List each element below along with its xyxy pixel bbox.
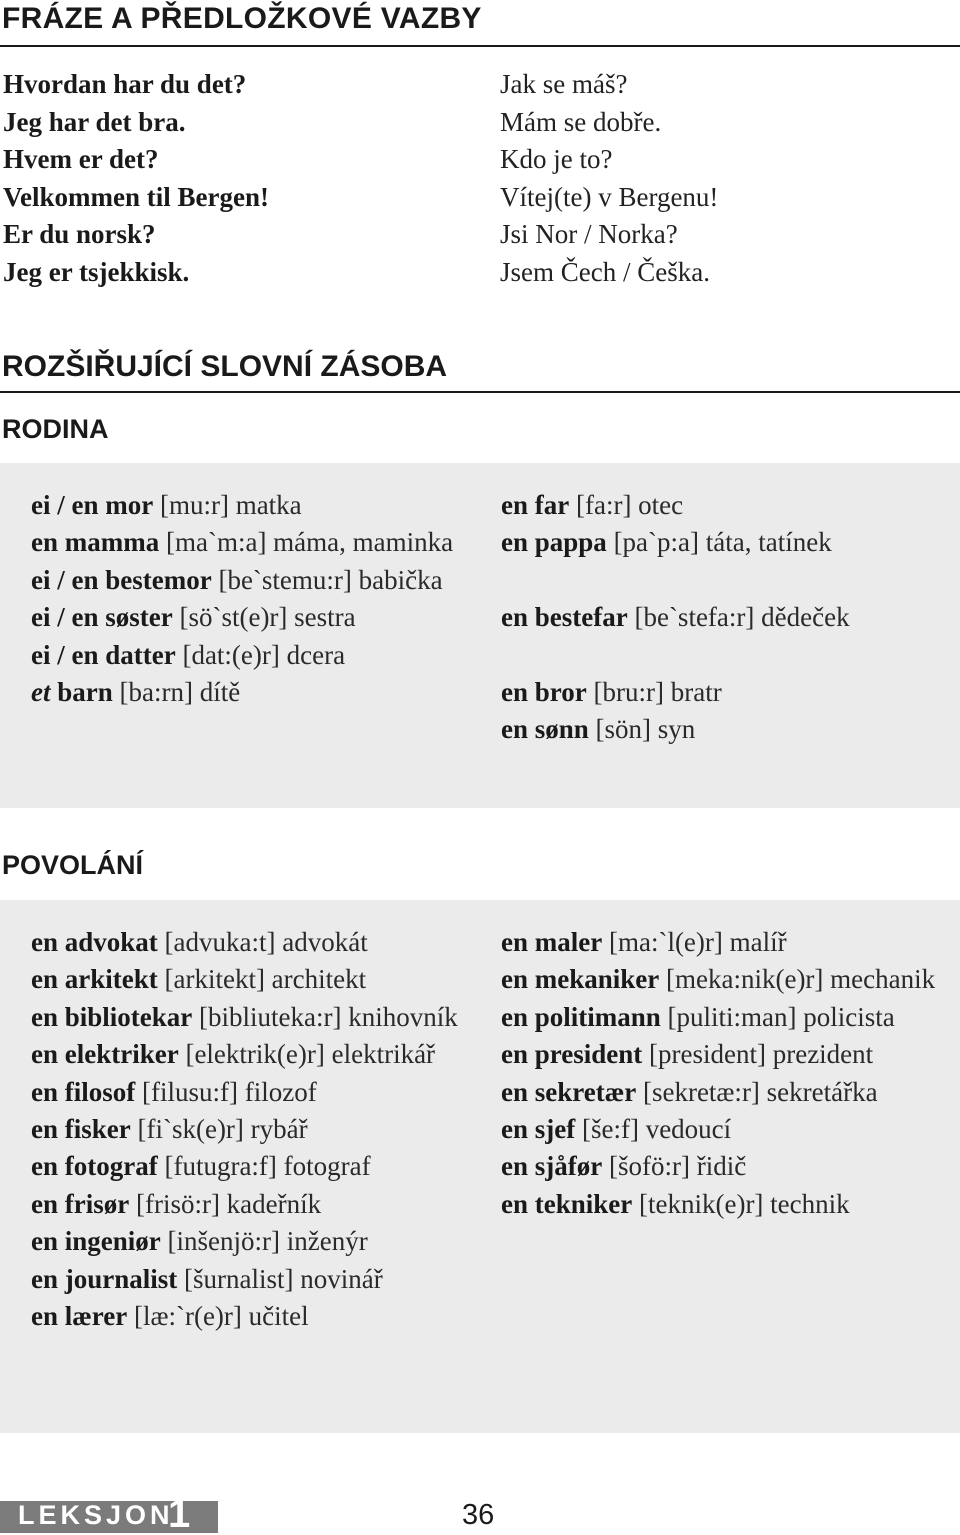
vocab-word: en arkitekt [31, 964, 158, 995]
vocab-entry [31, 1111, 471, 1148]
vocab-entry [31, 961, 471, 998]
vocab-article: et [31, 677, 51, 708]
section-divider [0, 391, 960, 393]
vocab-entry [501, 961, 941, 998]
vocab-word: en president [501, 1039, 643, 1070]
vocab-word: en maler [501, 927, 603, 957]
vocab-translation: [fi`sk(e)r] rybář [130, 1114, 308, 1145]
vocabulary-section-title: ROZŠIŘUJÍCÍ SLOVNÍ ZÁSOBA [2, 350, 448, 383]
vocab-word: en mekaniker [501, 964, 660, 995]
vocab-translation: [be`stemu:r] babička [211, 564, 443, 595]
vocab-translation: [ma`m:a] máma, maminka [159, 527, 454, 558]
vocab-translation: [meka:nik(e)r] mechanik [659, 964, 936, 995]
vocab-entry [501, 674, 941, 711]
vocab-translation: [arkitekt] architekt [157, 964, 367, 995]
phrase-czech: Vítej(te) v Bergenu! [500, 181, 719, 212]
vocab-word: en advokat [31, 927, 158, 957]
vocab-translation: [še:f] vedoucí [575, 1114, 732, 1145]
vocab-entry [501, 1036, 941, 1073]
phrase-norwegian: Velkommen til Bergen! [3, 181, 269, 212]
vocab-word: en sekretær [501, 1076, 637, 1107]
vocab-word: en elektriker [31, 1039, 179, 1070]
vocab-word: en tekniker [501, 1188, 633, 1219]
povolani-right-column [501, 924, 941, 1223]
phrases-czech-column [500, 66, 718, 291]
lesson-number: 1 [168, 1492, 191, 1535]
vocab-translation: [ba:rn] dítě [112, 677, 241, 708]
vocab-translation: [ma:`l(e)r] malíř [602, 927, 787, 957]
vocab-entry [501, 599, 941, 636]
vocab-entry [501, 524, 941, 561]
rodina-heading: RODINA [2, 414, 109, 444]
vocab-translation: [sö`st(e)r] sestra [172, 602, 356, 633]
vocab-word: en sjåfør [501, 1151, 603, 1182]
vocab-word: en bibliotekar [31, 1001, 193, 1032]
vocab-word: en bestefar [501, 602, 628, 633]
vocab-translation: [teknik(e)r] technik [632, 1188, 850, 1219]
phrase-czech: Mám se dobře. [500, 106, 662, 137]
phrase-norwegian: Hvordan har du det? [3, 69, 247, 99]
vocab-word: en sønn [501, 714, 589, 745]
vocab-translation: [advuka:t] advokát [157, 927, 368, 957]
vocab-translation: [dat:(e)r] dcera [175, 639, 346, 670]
vocab-word: en politimann [501, 1001, 661, 1032]
vocab-translation: [sekretæ:r] sekretářka [636, 1076, 878, 1107]
vocab-entry [31, 1186, 471, 1223]
rodina-left-column [31, 487, 471, 711]
rodina-right-column [501, 487, 941, 749]
vocab-translation: [bibliuteka:r] knihovník [192, 1001, 458, 1032]
vocab-entry [501, 999, 941, 1036]
phrases-norwegian-column [3, 66, 269, 291]
vocab-translation: [futugra:f] fotograf [157, 1151, 371, 1182]
vocab-word: en pappa [501, 527, 607, 558]
vocab-translation: [inšenjö:r] inženýr [160, 1226, 368, 1257]
vocab-translation: [sön] syn [588, 714, 696, 745]
vocab-entry [31, 637, 471, 674]
vocab-translation: [president] prezident [642, 1039, 874, 1070]
vocab-entry [501, 487, 941, 524]
vocab-entry [31, 524, 471, 561]
page-number: 36 [462, 1499, 495, 1531]
vocab-entry [31, 487, 471, 524]
vocab-entry [31, 1074, 471, 1111]
phrase-norwegian: Er du norsk? [3, 219, 156, 249]
vocab-entry [31, 924, 471, 961]
vocab-translation: [pa`p:a] táta, tatínek [606, 527, 832, 558]
vocab-entry [31, 1036, 471, 1073]
vocab-word: ei / en mor [31, 490, 154, 520]
vocab-entry [31, 1223, 471, 1260]
vocab-entry [31, 674, 471, 711]
vocab-entry [31, 1148, 471, 1185]
vocab-entry [31, 599, 471, 636]
vocab-word: en mamma [31, 527, 160, 558]
vocab-translation: [filusu:f] filozof [135, 1076, 317, 1107]
phrase-norwegian: Jeg er tsjekkisk. [3, 256, 190, 287]
vocab-entry [501, 1186, 941, 1223]
lesson-label: LEKSJON [18, 1500, 174, 1530]
phrases-section-title: FRÁZE A PŘEDLOŽKOVÉ VAZBY [2, 2, 482, 35]
phrase-czech: Kdo je to? [500, 144, 613, 174]
section-divider [0, 45, 960, 47]
vocab-entry [501, 1074, 941, 1111]
vocab-translation: [læ:`r(e)r] učitel [127, 1301, 309, 1332]
vocab-entry [501, 924, 941, 961]
vocab-word: en fisker [31, 1114, 131, 1145]
vocab-word: ei / en bestemor [31, 564, 212, 595]
vocab-translation: [frisö:r] kadeřník [129, 1188, 322, 1219]
vocab-word: en filosof [31, 1076, 136, 1107]
vocab-word: en far [501, 490, 570, 520]
vocab-translation: [fa:r] otec [569, 490, 684, 520]
vocab-translation: [bru:r] bratr [586, 677, 722, 707]
vocab-entry [31, 1298, 471, 1335]
phrase-norwegian: Jeg har det bra. [3, 106, 186, 137]
vocab-entry [31, 999, 471, 1036]
povolani-heading: POVOLÁNÍ [2, 850, 144, 880]
vocab-entry [501, 1148, 941, 1185]
vocab-entry [501, 1111, 941, 1148]
vocab-entry [31, 1261, 471, 1298]
vocab-word: en ingeniør [31, 1226, 161, 1257]
povolani-vocabulary-box [0, 900, 960, 1433]
vocab-entry [31, 562, 471, 599]
phrase-norwegian: Hvem er det? [3, 144, 159, 174]
povolani-left-column [31, 924, 471, 1335]
vocab-word: en fotograf [31, 1151, 158, 1182]
vocab-word: ei / en datter [31, 639, 176, 670]
vocab-word: en bror [501, 677, 587, 707]
vocab-word: en sjef [501, 1114, 576, 1145]
vocab-word: barn [50, 677, 113, 708]
vocab-translation: [mu:r] matka [153, 490, 302, 520]
phrase-czech: Jak se máš? [500, 69, 628, 99]
vocab-word: en journalist [31, 1263, 178, 1294]
rodina-vocabulary-box [0, 463, 960, 808]
vocab-word: ei / en søster [31, 602, 173, 633]
vocab-translation: [šurnalist] novinář [177, 1263, 383, 1294]
vocab-translation: [puliti:man] policista [660, 1001, 895, 1032]
vocab-entry [501, 711, 941, 748]
vocab-word: en lærer [31, 1301, 128, 1332]
vocab-translation: [elektrik(e)r] elektrikář [178, 1039, 436, 1070]
phrase-czech: Jsem Čech / Češka. [500, 256, 710, 287]
vocab-word: en frisør [31, 1188, 130, 1219]
vocab-translation: [be`stefa:r] dědeček [627, 602, 850, 633]
vocab-translation: [šofö:r] řidič [602, 1151, 747, 1182]
phrase-czech: Jsi Nor / Norka? [500, 219, 678, 249]
